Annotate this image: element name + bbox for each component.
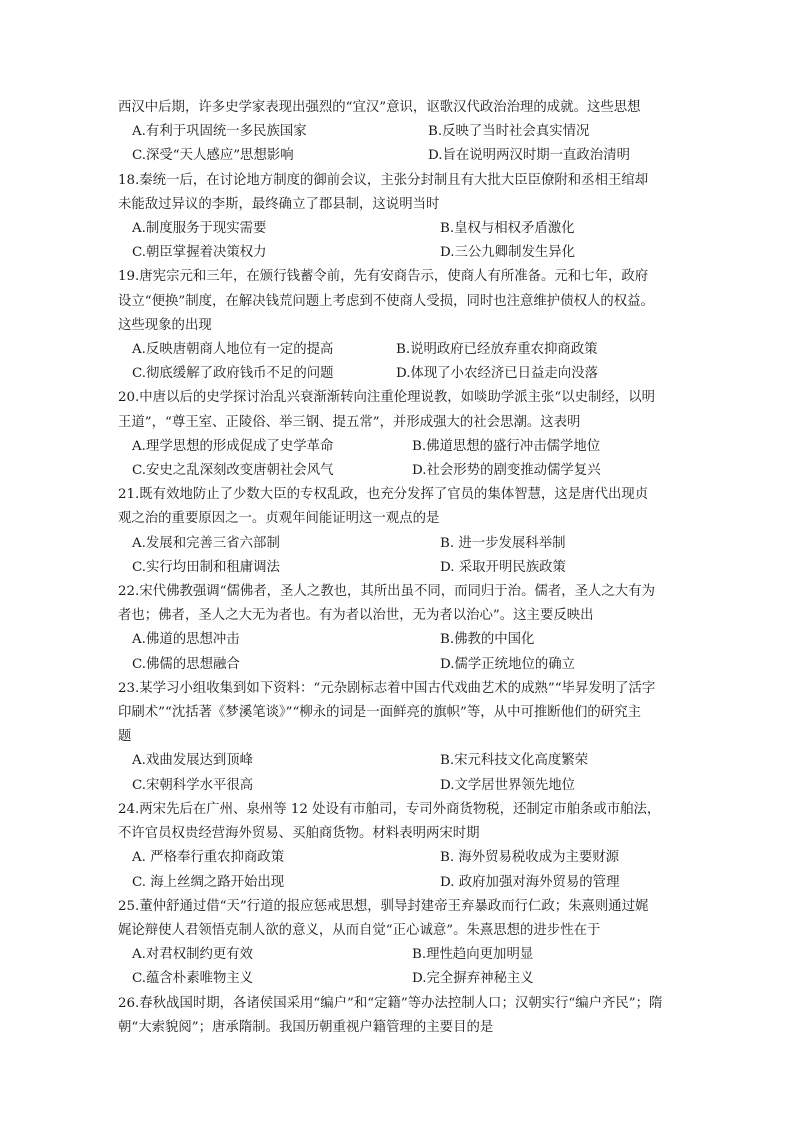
question-stem-line: 26.春秋战国时期，各诸侯国采用“编户”和“定籍”等办法控制人口；汉朝实行“编户齐民”；隋 [118, 995, 663, 1011]
question-stem-line: 19.唐宪宗元和三年，在颁行钱蓄令前，先有安商告示，使商人有所准备。元和七年，政府 [118, 269, 649, 285]
option-row [118, 144, 678, 168]
option-b: B.说明政府已经放弃重农抑商政策 [396, 342, 598, 358]
question-18 [118, 169, 678, 266]
question-stem-line: 不许官员权贵经营海外贸易、买舶商货物。材料表明两宋时期 [118, 826, 480, 842]
question-stem-line: 西汉中后期，许多史学家表现出强烈的“宜汉”意识，讴歌汉代政治治理的成就。这些思想 [118, 100, 641, 115]
question-26 [118, 992, 678, 1040]
option-a: A.制度服务于现实需要 [132, 221, 267, 237]
option-d: D.三公九卿制发生异化 [440, 245, 576, 261]
option-row [118, 628, 678, 652]
question-stem-line: 23.某学习小组收集到如下资料：“元杂剧标志着中国古代戏曲艺术的成熟”“毕昇发明了活字 [118, 680, 656, 696]
question-stem-line: 朝“大索貌阅”；唐承隋制。我国历朝重视户籍管理的主要目的是 [118, 1019, 494, 1035]
option-d: D.文学居世界领先地位 [440, 777, 576, 793]
option-c: C.佛儒的思想融合 [132, 656, 240, 672]
question-stem-line: 印刷术”“沈括著《梦溪笔谈》”“柳永的词是一面鲜亮的旗帜”等，从中可推断他们的研究主 [118, 705, 641, 721]
option-row [118, 943, 678, 967]
question-20 [118, 386, 678, 483]
option-a: A.佛道的思想冲击 [132, 632, 240, 648]
question-stem-line: 题 [118, 729, 132, 745]
question-stem-line: 20.中唐以后的史学探讨治乱兴衰渐渐转向注重伦理说教，如啖助学派主张“以史制经，以明 [118, 390, 655, 406]
option-row [118, 241, 678, 265]
option-a: A.戏曲发展达到顶峰 [132, 753, 254, 769]
option-row [118, 871, 678, 895]
question-25 [118, 895, 678, 992]
option-d: D.旨在说明两汉时期一直政治清明 [428, 148, 630, 164]
option-b: B.佛教的中国化 [440, 632, 535, 648]
question-19 [118, 265, 678, 386]
question-stem-line: 王道”，“尊王室、正陵俗、举三钢、提五常”，并形成强大的社会思潮。这表明 [118, 414, 581, 430]
option-row [118, 653, 678, 677]
option-row [118, 774, 678, 798]
option-row [118, 459, 678, 483]
question-23 [118, 677, 678, 798]
option-c: C.蕴含朴素唯物主义 [132, 971, 254, 987]
question-stem-line: 设立“便换”制度，在解决钱荒问题上考虑到不使商人受损，同时也注意维护债权人的权益。 [118, 293, 654, 309]
option-d: D. 采取开明民族政策 [440, 559, 566, 575]
option-d: D.儒学正统地位的确立 [440, 656, 576, 672]
option-row [118, 749, 678, 773]
option-a: A.有利于巩固统一多民族国家 [132, 124, 307, 140]
option-b: B.理性趋向更加明显 [412, 947, 534, 963]
option-a: A.理学思想的形成促成了史学革命 [132, 438, 334, 454]
option-c: C.深受“天人感应”思想影响 [132, 148, 294, 164]
option-row [118, 556, 678, 580]
question-list [118, 96, 678, 1040]
question-stem-line: 娓论辩使人君领悟克制人欲的意义，从而自觉“正心诚意”。朱熹思想的进步性在于 [118, 922, 601, 938]
option-b: B. 进一步发展科举制 [440, 535, 566, 551]
question-17 [118, 96, 678, 169]
option-row [118, 362, 678, 386]
question-22 [118, 580, 678, 677]
question-stem-line: 25.董仲舒通过借“天”行道的报应惩戒思想，驯导封建帝王弃暴政而行仁政；朱熹则通过娓 [118, 898, 649, 914]
question-stem-line: 这些现象的出现 [118, 317, 212, 333]
option-row [118, 338, 678, 362]
option-d: D.体现了小农经济已日益走向没落 [396, 366, 598, 382]
option-a: A.对君权制约更有效 [132, 947, 254, 963]
question-stem-line: 观之治的重要原因之一。贞观年间能证明这一观点的是 [118, 511, 440, 527]
option-c: C.宋朝科学水平很高 [132, 777, 254, 793]
option-b: B.宋元科技文化高度繁荣 [440, 753, 589, 769]
option-row [118, 846, 678, 870]
option-a: A. 严格奉行重农抑商政策 [132, 850, 285, 866]
option-row [118, 532, 678, 556]
option-c: C. 海上丝绸之路开始出现 [132, 874, 285, 890]
option-b: B. 海外贸易税收成为主要财源 [440, 850, 620, 866]
option-d: D.完全摒弃神秘主义 [412, 971, 534, 987]
question-stem-line: 未能敌过异议的李斯，最终确立了郡县制，这说明当时 [118, 196, 440, 212]
option-row [118, 217, 678, 241]
question-21 [118, 483, 678, 580]
option-b: B.佛道思想的盛行冲击儒学地位 [412, 438, 601, 454]
question-stem-line: 24.两宋先后在广州、泉州等 12 处设有市舶司，专司外商货物税，还制定市舶条或市舶法， [118, 801, 661, 817]
option-a: A.反映唐朝商人地位有一定的提高 [132, 342, 334, 358]
option-b: B.反映了当时社会真实情况 [428, 124, 590, 140]
question-stem-line: 22.宋代佛教强调“儒佛者，圣人之教也，其所出虽不同，而同归于治。儒者，圣人之大有为 [118, 584, 655, 600]
option-c: C.安史之乱深刻改变唐朝社会风气 [132, 463, 334, 479]
option-c: C.彻底缓解了政府钱币不足的问题 [132, 366, 334, 382]
question-24 [118, 798, 678, 895]
option-d: D. 政府加强对海外贸易的管理 [440, 874, 620, 890]
question-stem-line: 者也；佛者，圣人之大无为者也。有为者以治世，无为者以治心”。这主要反映出 [118, 608, 594, 624]
option-row [118, 120, 678, 144]
option-c: C.朝臣掌握着决策权力 [132, 245, 267, 261]
option-row [118, 967, 678, 991]
question-stem-line: 18.秦统一后，在讨论地方制度的御前会议，主张分封制且有大批大臣臣僚附和丞相王绾却 [118, 172, 649, 188]
option-d: D.社会形势的剧变推动儒学复兴 [412, 463, 601, 479]
option-a: A.发展和完善三省六部制 [132, 535, 280, 551]
option-row [118, 435, 678, 459]
question-stem-line: 21.既有效地防止了少数大臣的专权乱政，也充分发挥了官员的集体智慧，这是唐代出现贞 [118, 487, 649, 503]
option-c: C.实行均田制和租庸调法 [132, 559, 280, 575]
option-b: B.皇权与相权矛盾激化 [440, 221, 575, 237]
